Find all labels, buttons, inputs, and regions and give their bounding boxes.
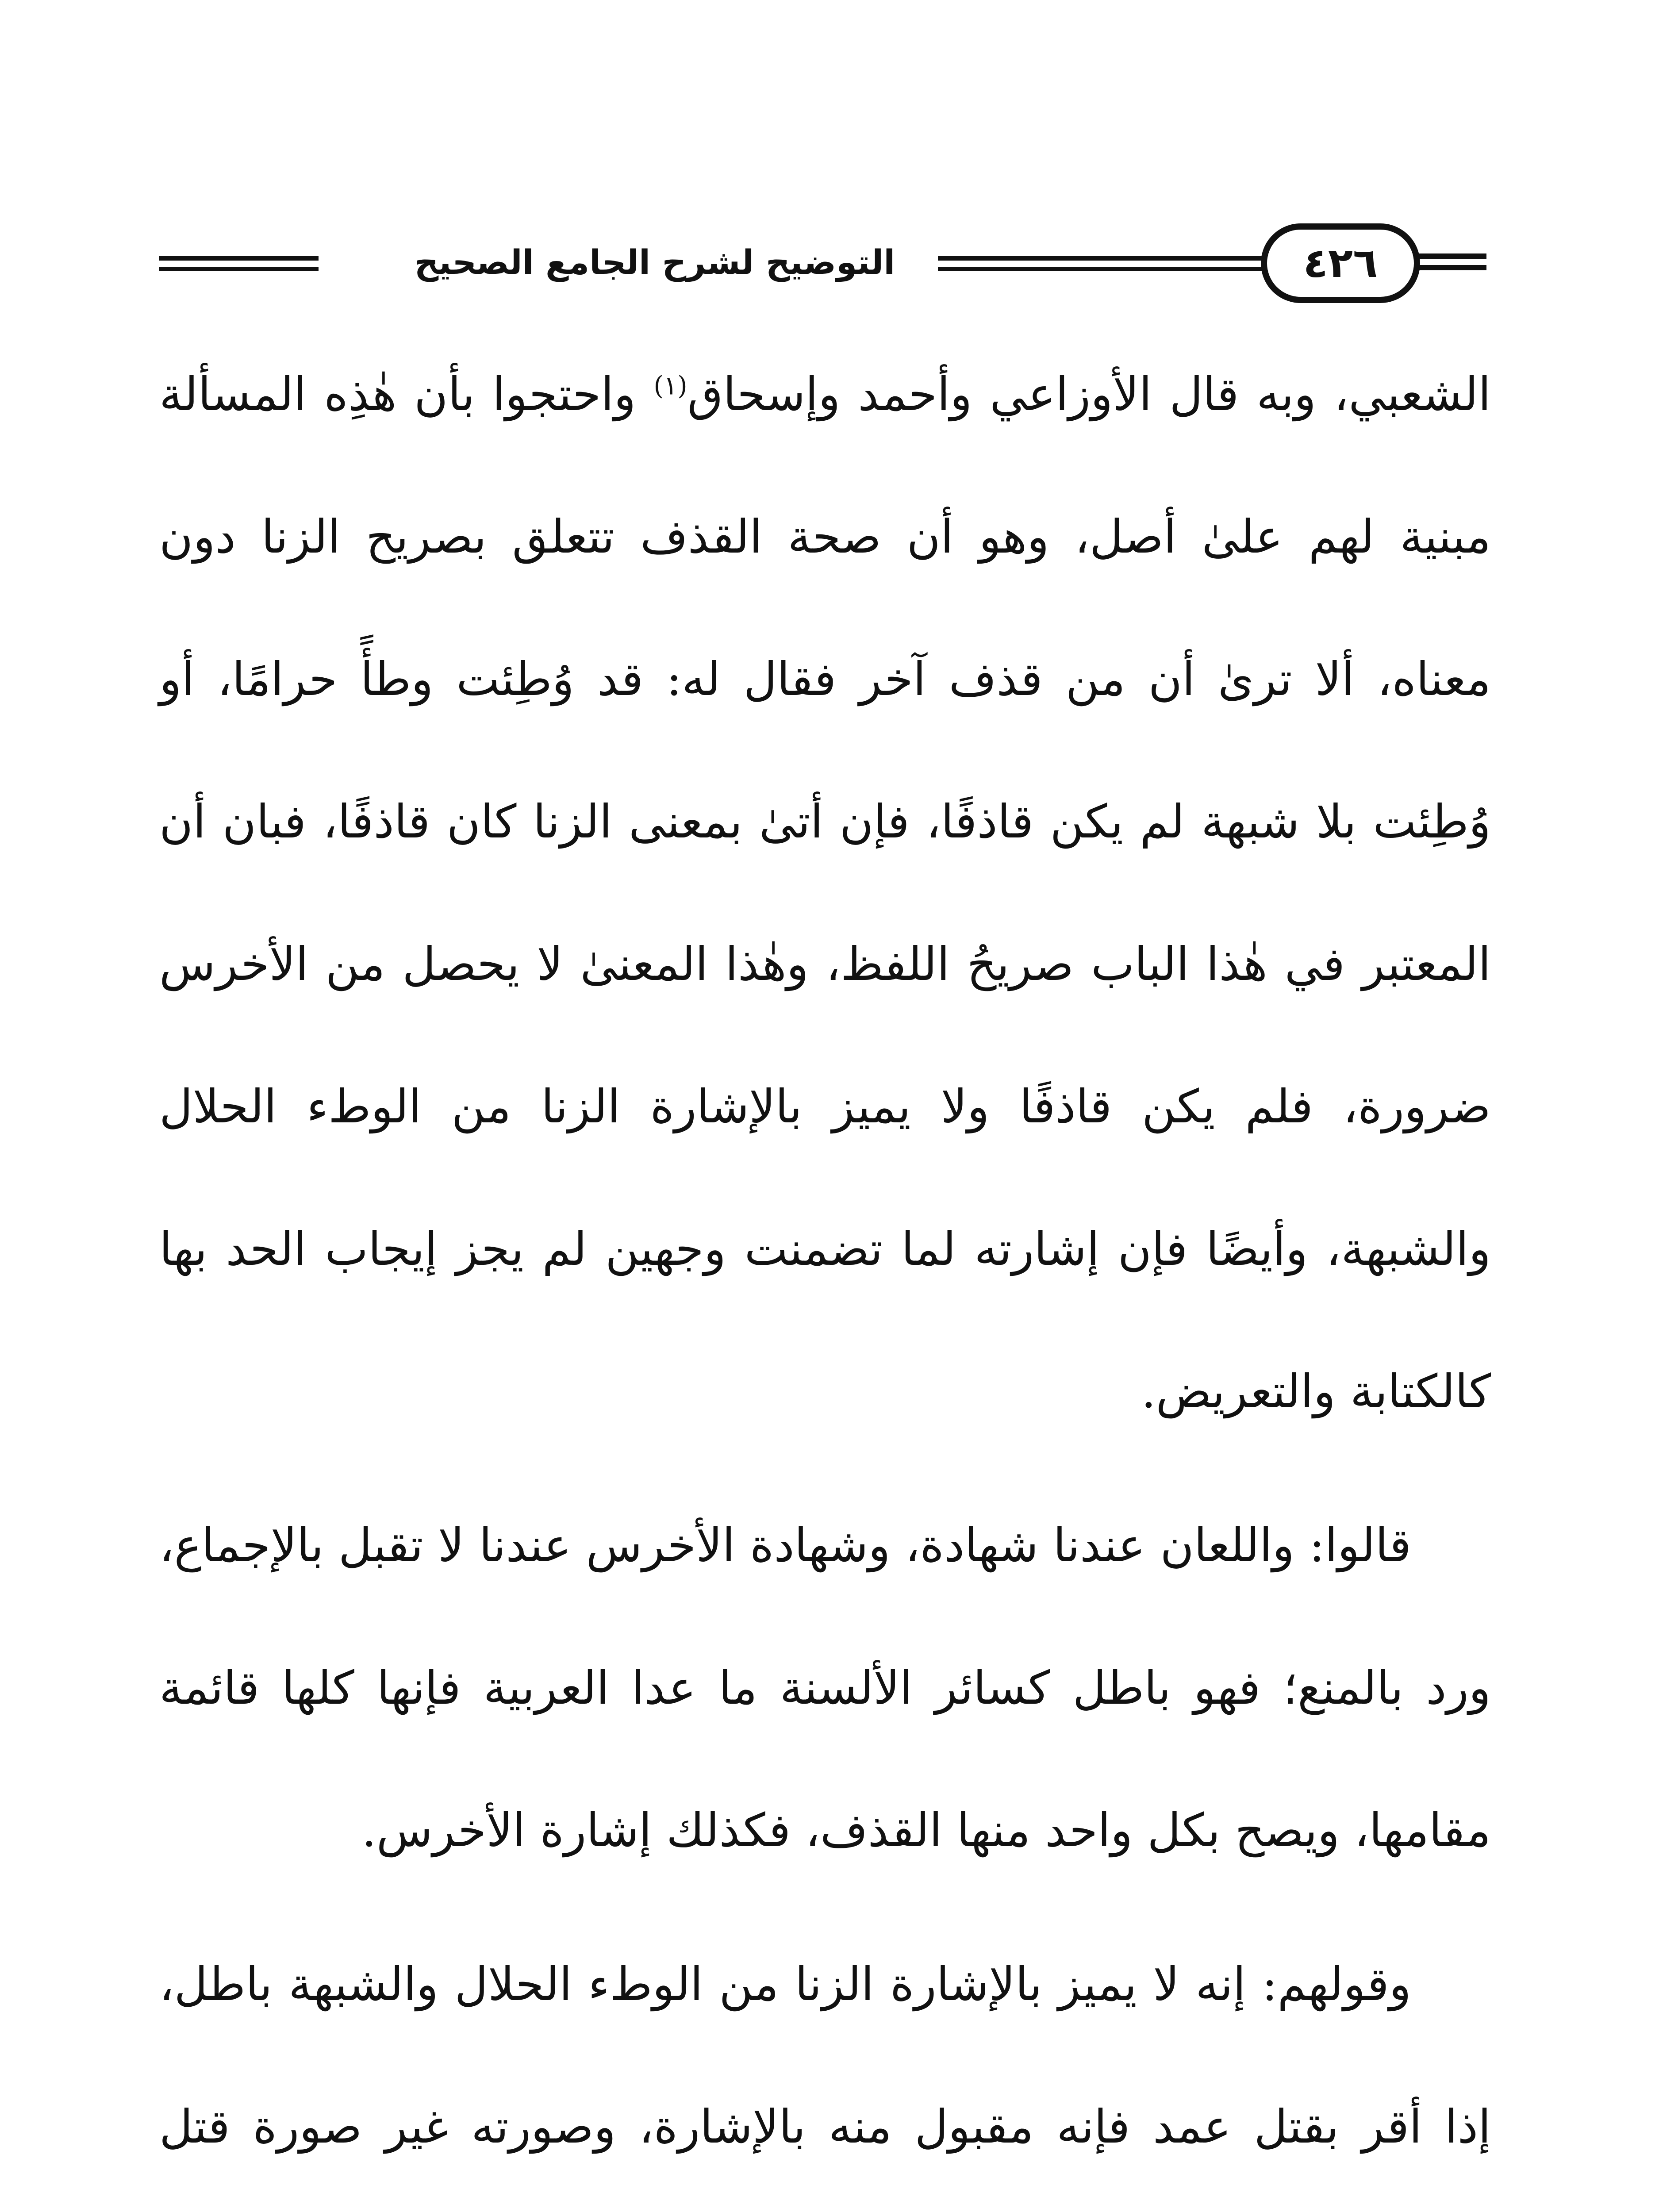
- page-number: ٤٢٦: [1303, 239, 1378, 287]
- header-rule-left-2: [159, 267, 319, 271]
- paragraph-1-start: الشعبي، وبه قال الأوزاعي وأحمد وإسحاق: [687, 367, 1491, 421]
- page-number-badge: [1261, 223, 1420, 303]
- badge-tail-line: [1411, 253, 1486, 259]
- paragraph-3: وقولهم: إنه لا يميز بالإشارة الزنا من الوطء الحلال والشبهة باطل، إذا أقر بقتل عمد فإنه مقبول منه بالإشارة، وصورته غير صورة قتل: [159, 1957, 1491, 2154]
- header-rule-left: [159, 256, 319, 261]
- paragraph-2: قالوا: واللعان عندنا شهادة، وشهادة الأخرس عندنا لا تقبل بالإجماع، ورد بالمنع؛ فهو باطل كسائر الألسنة ما عدا العربية فإنها كلها قائمة مقامها، ويصح بكل واحد منها القذف، فكذلك إشارة الأخرس.: [159, 1518, 1491, 1857]
- paragraph-1-rest: واحتجوا بأن هٰذِه المسألة مبنية لهم علىٰ أصل، وهو أن صحة القذف تتعلق بصريح الزنا دون معناه، ألا ترىٰ أن من قذف آخر فقال له: قد وُطِئت وطأً حرامًا، أو وُطِئت بلا شبهة لم يكن قاذفًا، فإن أتىٰ بمعنى الزنا كان قاذفًا، فبان أن المعتبر في هٰذا الباب صريحُ اللفظ، وهٰذا المعنىٰ لا يحصل من الأخرس ضرورة، فلم يكن قاذفًا ولا يميز بالإشارة الزنا من الوطء الحلال والشبهة، وأيضًا فإن إشارته لما تضمنت وجهين لم يجز إيجاب الحد بها كالكتابة والتعريض.: [159, 367, 1491, 1418]
- paragraph-1: [159, 323, 1491, 1463]
- main-text: [159, 323, 1491, 2212]
- running-header: [159, 219, 1486, 307]
- book-title: التوضيح لشرح الجامع الصحيح: [389, 240, 920, 284]
- footnote-ref-1: (١): [653, 370, 687, 401]
- badge-tail-line-2: [1411, 265, 1486, 270]
